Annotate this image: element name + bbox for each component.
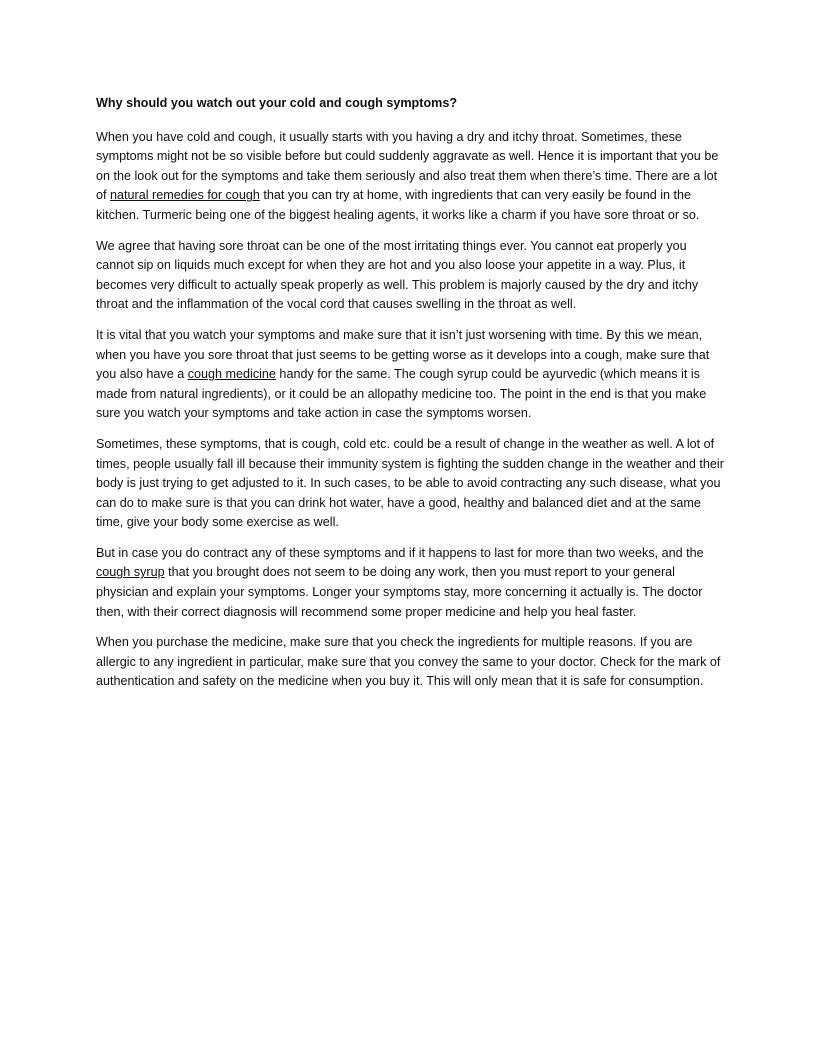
paragraph-5 bbox=[96, 544, 724, 622]
paragraph-4: Sometimes, these symptoms, that is cough, cold etc. could be a result of change in the weather as well. A lot of times, people usually fall ill because their immunity system is fighting the sudden change in the weather and their body is just trying to get adjusted to it. In such cases, to be able to avoid contracting any such disease, what you can do to make sure is that you can drink hot water, have a good, healthy and balanced diet and at the same time, give your body some exercise as well. bbox=[96, 436, 724, 530]
cough-syrup-link[interactable]: cough syrup bbox=[96, 565, 165, 580]
paragraph-6: When you purchase the medicine, make sure that you check the ingredients for multiple reasons. If you are allergic to any ingredient in particular, make sure that you convey the same to your doctor. Check for the mark of authentication and safety on the medicine when you buy it. This will only mean that it is safe for consumption. bbox=[96, 635, 721, 689]
paragraph-3 bbox=[96, 326, 724, 424]
paragraph-5-text-after: that you brought does not seem to be doing any work, then you must report to your general physician and explain your symptoms. Longer your symptoms stay, more concerning it actually is. The doctor then, with their correct diagnosis will recommend some proper medicine and help you heal faster. bbox=[96, 565, 703, 619]
paragraph-1-text-before: When you have cold and cough, it usually starts with you having a dry and itchy throat. Sometimes, these symptoms might not be so visible before but could suddenly aggravate as well. Hence it is important that you be on the look out for the symptoms and take them seriously and also treat them when there’s time. There are a lot of bbox=[96, 129, 719, 203]
cough-medicine-link[interactable]: cough medicine bbox=[187, 367, 276, 382]
paragraph-5-text-before: But in case you do contract any of these symptoms and if it happens to last for more than two weeks, and the bbox=[96, 545, 704, 560]
document-page bbox=[96, 90, 724, 703]
paragraph-1 bbox=[96, 128, 724, 226]
paragraph-1-text-after: that you can try at home, with ingredients that can very easily be found in the kitchen. Turmeric being one of the biggest healing agents, it works like a charm if you have sore throat or so. bbox=[96, 188, 700, 222]
paragraph-3-text-before: It is vital that you watch your symptoms and make sure that it isn’t just worsening with time. By this we mean, when you have you sore throat that just seems to be getting worse as it develops into a cough, make sure that you also have a bbox=[96, 327, 710, 382]
paragraph-2: We agree that having sore throat can be one of the most irritating things ever. You cannot eat properly you cannot sip on liquids much except for when they are hot and you also loose your appetite in a way. Plus, it becomes very difficult to actually speak properly as well. This problem is majorly caused by the dry and itchy throat and the inflammation of the vocal cord that causes swelling in the throat as well. bbox=[96, 238, 699, 312]
natural-remedies-link[interactable]: natural remedies for cough bbox=[110, 188, 260, 203]
paragraph-3-text-after: handy for the same. The cough syrup could be ayurvedic (which means it is made from natural ingredients), or it could be an allopathy medicine too. The point in the end is that you make sure you watch your symptoms and take action in case the symptoms worsen. bbox=[96, 367, 707, 421]
document-title: Why should you watch out your cold and cough symptoms? bbox=[96, 96, 458, 110]
